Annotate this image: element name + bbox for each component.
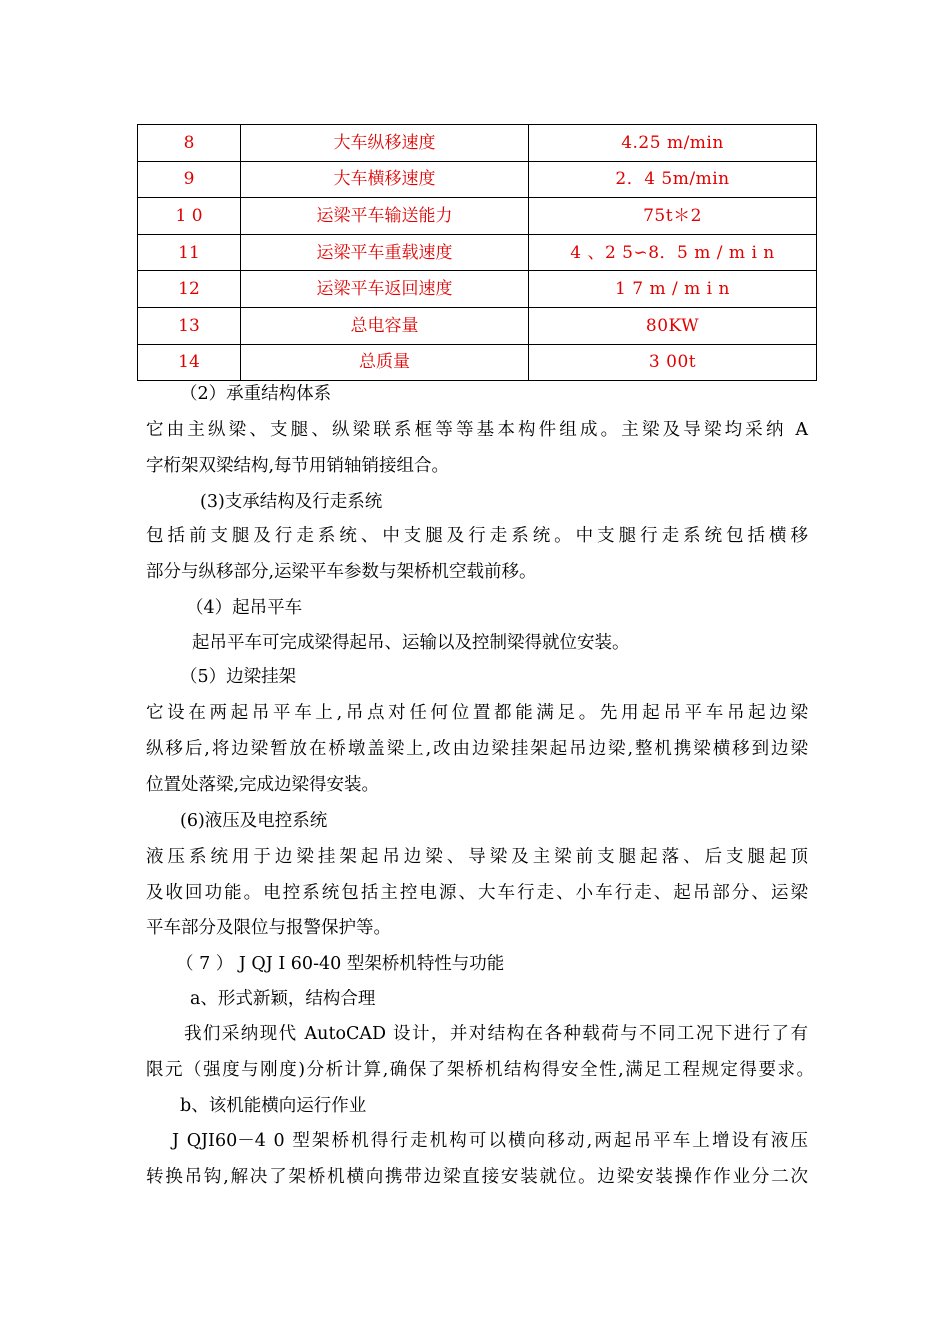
paragraph-line: 及收回功能。电控系统包括主控电源、大车行走、小车行走、起吊部分、运梁 <box>146 883 808 903</box>
row-number: 11 <box>138 234 241 271</box>
subheading-b: b、该机能横向运行作业 <box>180 1096 367 1116</box>
table-row <box>138 198 817 235</box>
table-row <box>138 234 817 271</box>
paragraph-line: 转换吊钩,解决了架桥机横向携带边梁直接安装就位。边梁安装操作作业分二次 <box>146 1167 808 1187</box>
row-number: 12 <box>138 271 241 308</box>
param-value: 2．4 5m/min <box>529 161 817 198</box>
table-row <box>138 344 817 381</box>
param-value: 4 、2 5∽8．5 m / m i n <box>529 234 817 271</box>
section-heading-features: （ 7 ） J QJ I 60-40 型架桥机特性与功能 <box>176 954 505 974</box>
param-value: 1 7 m / m i n <box>529 271 817 308</box>
param-value: 4.25 m/min <box>529 125 817 162</box>
table-row <box>138 271 817 308</box>
param-value: 80KW <box>529 307 817 344</box>
section-heading-support-system: (3)支承结构及行走系统 <box>200 492 383 512</box>
section-heading-edge-beam-hanger: （5）边梁挂架 <box>180 667 297 687</box>
paragraph-line: 液压系统用于边梁挂架起吊边梁、导梁及主梁前支腿起落、后支腿起顶 <box>146 847 808 867</box>
paragraph-line: 它设在两起吊平车上,吊点对任何位置都能满足。先用起吊平车吊起边梁 <box>146 703 808 723</box>
paragraph-line: 字桁架双梁结构,每节用销轴销接组合。 <box>146 456 450 476</box>
section-heading-load-structure: （2）承重结构体系 <box>180 384 332 404</box>
row-number: 1 0 <box>138 198 241 235</box>
paragraph-line: 部分与纵移部分,运梁平车参数与架桥机空载前移。 <box>146 562 537 582</box>
paragraph-line: J QJI60－4 0 型架桥机得行走机构可以横向移动,两起吊平车上增设有液压 <box>172 1131 808 1151</box>
param-name: 运梁平车重载速度 <box>241 234 529 271</box>
param-value: 75t＊2 <box>529 198 817 235</box>
param-name: 总电容量 <box>241 307 529 344</box>
param-value: 3 00t <box>529 344 817 381</box>
paragraph-line: 包括前支腿及行走系统、中支腿及行走系统。中支腿行走系统包括横移 <box>146 526 808 546</box>
param-name: 大车横移速度 <box>241 161 529 198</box>
section-heading-lifting-trolley: （4）起吊平车 <box>186 598 303 618</box>
paragraph-line: 它由主纵梁、支腿、纵梁联系框等等基本构件组成。主梁及导梁均采纳 A <box>146 420 808 440</box>
row-number: 9 <box>138 161 241 198</box>
spec-table <box>137 124 817 381</box>
row-number: 13 <box>138 307 241 344</box>
subheading-a: a、形式新颖，结构合理 <box>190 989 376 1009</box>
table-row <box>138 125 817 162</box>
param-name: 大车纵移速度 <box>241 125 529 162</box>
table-row <box>138 161 817 198</box>
paragraph-line: 位置处落梁,完成边梁得安装。 <box>146 775 380 795</box>
paragraph-line: 限元（强度与刚度)分析计算,确保了架桥机结构得安全性,满足工程规定得要求。 <box>146 1060 814 1080</box>
paragraph-line: 平车部分及限位与报警保护等。 <box>146 918 391 938</box>
paragraph-line: 我们采纳现代 AutoCAD 设计，并对结构在各种载荷与不同工况下进行了有 <box>184 1024 808 1044</box>
param-name: 运梁平车返回速度 <box>241 271 529 308</box>
row-number: 8 <box>138 125 241 162</box>
row-number: 14 <box>138 344 241 381</box>
table-row <box>138 307 817 344</box>
param-name: 运梁平车输送能力 <box>241 198 529 235</box>
paragraph-line: 纵移后,将边梁暂放在桥墩盖梁上,改由边梁挂架起吊边梁,整机携梁横移到边梁 <box>146 739 808 759</box>
paragraph-line: 起吊平车可完成梁得起吊、运输以及控制梁得就位安装。 <box>192 633 630 653</box>
section-heading-hydraulic-electric: (6)液压及电控系统 <box>180 811 328 831</box>
param-name: 总质量 <box>241 344 529 381</box>
